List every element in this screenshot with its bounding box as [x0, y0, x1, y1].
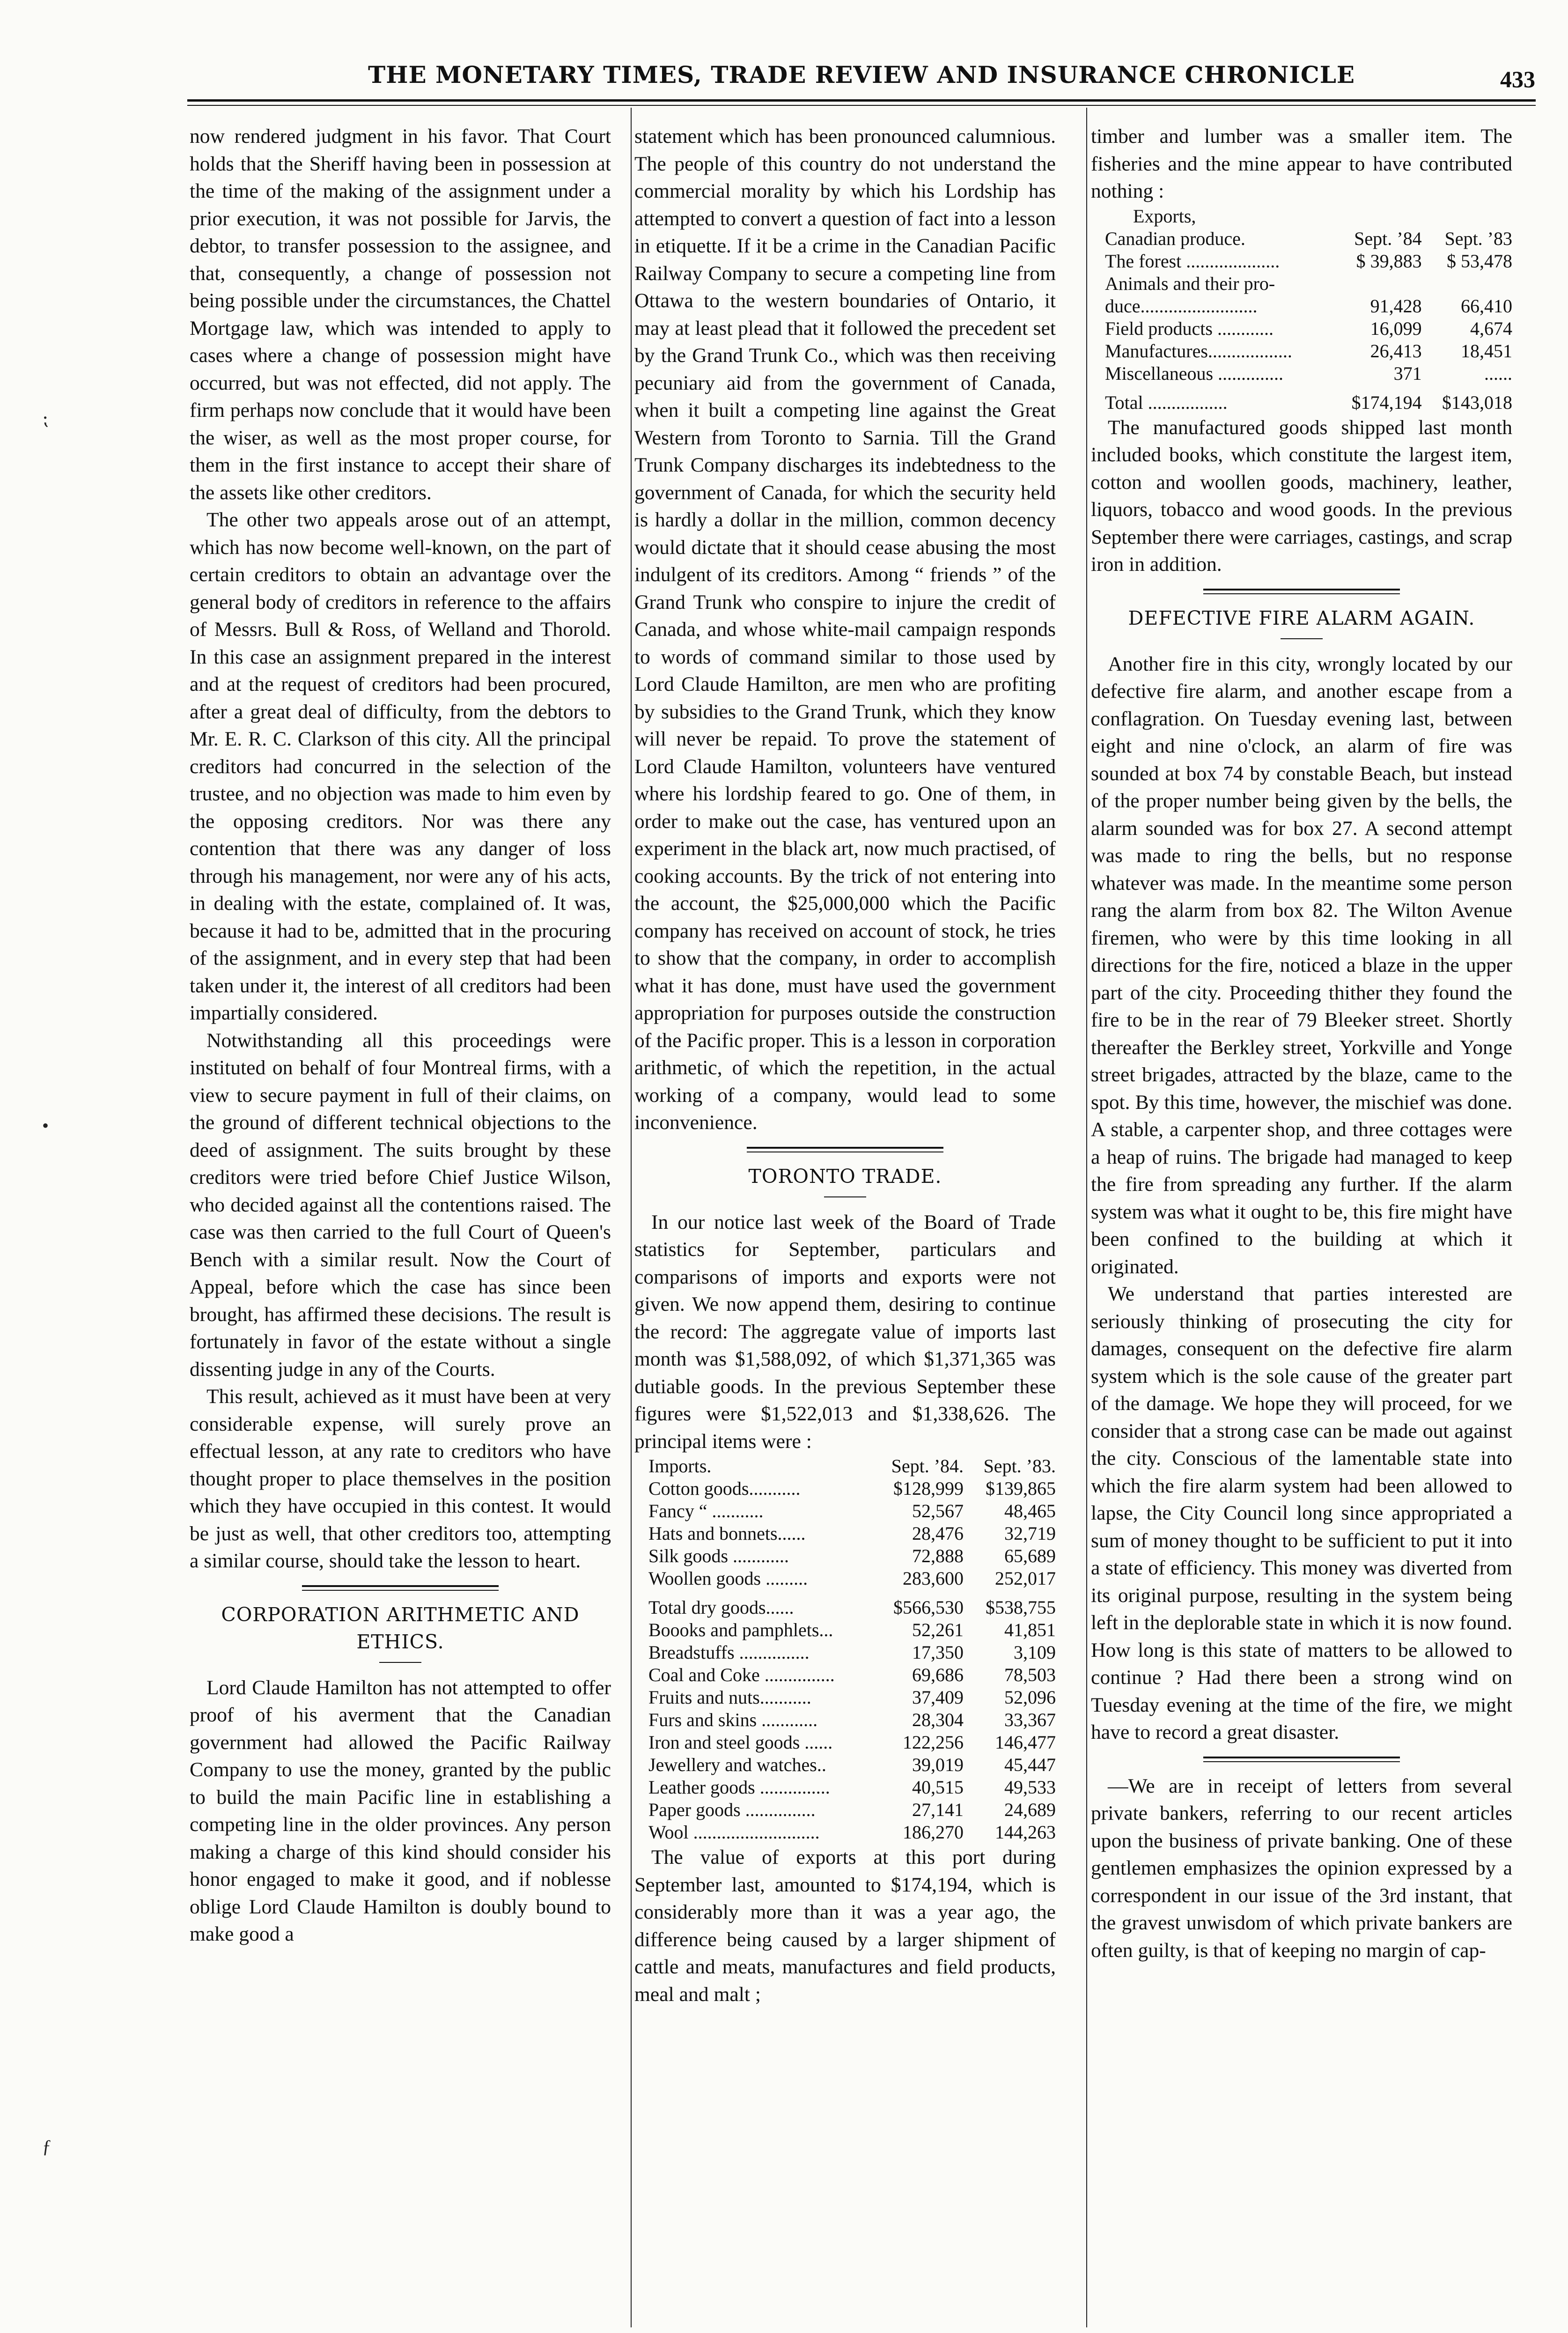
paragraph: The other two appeals arose out of an attempt, which has now become well-known, on the part of certain creditors to obtain an advantage over the general body of creditors in reference to the affairs of Messrs. Bull & Ross, of Welland and Thorold. In this case an assignment prepared in the interest and at the request of creditors had been procured, after a great deal of difficulty, from the debtors to Mr. E. R. C. Clarkson of this city. All the principal creditors had concurred in the selection of the trustee, and no objection was made to him even by the opposing creditors. Nor was there any contention that there was any danger of loss through his management, nor were any of his acts, in dealing with the estate, complained of. It was, because it had to be, admitted that in the procuring of the assignment, and in every step that had been taken under it, the interest of all creditors had been impartially considered.: [190, 509, 611, 1024]
table-cell: Fruits and nuts...........: [648, 1687, 811, 1708]
table-row: [634, 1477, 1056, 1500]
table-label: Imports.: [648, 1455, 712, 1477]
table-cell: Woollen goods .........: [648, 1568, 808, 1589]
table-total-row: [634, 1590, 1056, 1619]
table-cell: $ 53,478: [1447, 250, 1512, 272]
table-cell: The forest ....................: [1105, 250, 1280, 272]
table-cell: 4,674: [1470, 317, 1512, 339]
short-rule: [1281, 638, 1323, 639]
table-cell: 39,019: [912, 1754, 964, 1775]
paragraph: We understand that parties interested are seriously thinking of prosecuting the city for damages, consequent on the defective fire alarm system which is the sole cause of the greater part of the damage. We hope they will proceed, for we consider that a strong case can be made out against the city. Conscious of the lamentable state into which the fire alarm system had been allowed to lapse, the City Council long since appropriated a sum of money thought to be sufficient to put it into a state of efficiency. This money was diverted from its original purpose, resulting in the system being left in the deplorable state in which it is now found. How long is this state of matters to be allowed to continue ? Had there been a strong wind on Tuesday evening at the time of the fire, we might have to record a great disaster.: [1091, 1283, 1512, 1743]
table-cell: 78,503: [1004, 1664, 1056, 1685]
table-cell: Hats and bonnets......: [648, 1523, 806, 1544]
column-header: Sept. ’83.: [983, 1455, 1056, 1477]
table-header-row: [1091, 228, 1512, 250]
table-cell: 186,270: [903, 1822, 964, 1843]
table-header-row: [1091, 205, 1512, 228]
table-cell: 40,515: [912, 1777, 964, 1798]
table-row: [634, 1545, 1056, 1567]
table-cell: Manufactures..................: [1105, 340, 1292, 362]
section-divider: [1203, 589, 1400, 594]
table-row: [634, 1619, 1056, 1641]
column-divider: [631, 108, 632, 2327]
table-cell: $143,018: [1442, 391, 1512, 413]
table-cell: 144,263: [995, 1822, 1056, 1843]
paragraph: In our notice last week of the Board of Trade statistics for September, particulars and comparisons of imports and exports were not given. We now append them, desiring to continue the record: The aggregate value of imports last month was $1,588,092, of which $1,371,365 was dutiable goods. In the previous September these figures were $1,522,013 and $1,338,626. The principal items were :: [634, 1211, 1056, 1453]
table-cell: Coal and Coke ...............: [648, 1664, 835, 1685]
table-row: [634, 1799, 1056, 1821]
table-cell: [1422, 273, 1512, 295]
table-cell: Paper goods ...............: [648, 1799, 816, 1820]
section-divider: [302, 1585, 499, 1591]
table-row: [634, 1664, 1056, 1686]
table-cell: 45,447: [1004, 1754, 1056, 1775]
paragraph: The value of exports at this port during September last, amounted to $174,194, which is considerably more than it was a year ago, the difference being caused by a larger shipment of cattle and meats, manufactures and field products, meal and malt ;: [634, 1846, 1056, 2006]
table-cell: ......: [1484, 362, 1512, 384]
table-row: [634, 1754, 1056, 1776]
table-cell: 33,367: [1004, 1709, 1056, 1730]
column-2: [634, 123, 1056, 2324]
table-row: [634, 1821, 1056, 1844]
table-label: Canadian produce.: [1105, 228, 1245, 249]
section-heading: DEFECTIVE FIRE ALARM AGAIN.: [1128, 606, 1475, 629]
page-number: 433: [1500, 66, 1535, 92]
scan-mark: ƒ: [42, 2136, 52, 2157]
table-cell: duce.........................: [1105, 295, 1258, 317]
table-header-row: [634, 1455, 1056, 1477]
table-row: [1091, 295, 1512, 317]
table-row: [1091, 250, 1512, 273]
table-cell: 252,017: [995, 1568, 1056, 1589]
short-rule: [379, 1662, 421, 1663]
column-header: Sept. ’83: [1444, 228, 1512, 249]
table-cell: 16,099: [1370, 317, 1422, 339]
table-cell: 66,410: [1461, 295, 1512, 317]
column-header: Sept. ’84.: [891, 1455, 964, 1477]
paragraph: timber and lumber was a smaller item. The fisheries and the mine appear to have contributed nothing :: [1091, 125, 1512, 202]
paragraph: Lord Claude Hamilton has not attempted to offer proof of his averment that the Canadian government had allowed the Pacific Railway Company to use the money, granted by the public to build the main Pacific line in establishing a competing line in the older provinces. Any person making a charge of this kind should consider his honor engaged to make it good, and if noblesse oblige Lord Claude Hamilton is doubly bound to make good a: [190, 1676, 611, 1945]
table-cell: 49,533: [1004, 1777, 1056, 1798]
table-cell: 283,600: [903, 1568, 964, 1589]
table-label: Exports,: [1133, 205, 1196, 227]
table-row: [634, 1709, 1056, 1731]
table-cell: 28,304: [912, 1709, 964, 1730]
table-cell: $538,755: [986, 1597, 1056, 1618]
table-cell: 69,686: [912, 1664, 964, 1685]
table-row: [634, 1500, 1056, 1522]
table-cell: Cotton goods...........: [648, 1478, 801, 1499]
table-cell: 72,888: [912, 1545, 964, 1566]
table-cell: Miscellaneous ..............: [1105, 362, 1284, 384]
table-cell: Furs and skins ............: [648, 1709, 818, 1730]
section-divider: [1203, 1757, 1400, 1762]
section-divider: [747, 1147, 943, 1152]
table-cell: 26,413: [1370, 340, 1422, 362]
table-row: [1091, 340, 1512, 362]
table-cell: 37,409: [912, 1687, 964, 1708]
table-cell: 3,109: [1014, 1642, 1056, 1663]
table-cell: $ 39,883: [1356, 250, 1422, 272]
table-cell: 91,428: [1370, 295, 1422, 317]
table-cell: 27,141: [912, 1799, 964, 1820]
table-row: [634, 1776, 1056, 1799]
table-cell: [1331, 273, 1421, 295]
short-rule: [824, 1196, 866, 1197]
column-3: [1091, 123, 1512, 2324]
table-cell: Wool ...........................: [648, 1822, 820, 1843]
table-cell: $566,530: [893, 1597, 964, 1618]
paragraph: The manufactured goods shipped last month included books, which constitute the largest item, cotton and woollen goods, machinery, leather, liquors, tobacco and wood goods. In the previous September there were carriages, castings, and scrap iron in addition.: [1091, 416, 1512, 576]
table-cell: 52,096: [1004, 1687, 1056, 1708]
exports-table: [1091, 205, 1512, 414]
running-header: THE MONETARY TIMES, TRADE REVIEW AND INSURANCE CHRONICLE: [368, 61, 1355, 89]
section-heading: TORONTO TRADE.: [748, 1165, 942, 1188]
section-heading: CORPORATION ARITHMETIC AND ETHICS.: [221, 1603, 580, 1653]
table-row: [634, 1731, 1056, 1754]
table-cell: 18,451: [1461, 340, 1512, 362]
table-row: [634, 1686, 1056, 1709]
table-cell: 28,476: [912, 1523, 964, 1544]
paragraph: This result, achieved as it must have been at very considerable expense, will surely prove an effectual lesson, at any rate to creditors who have thought proper to place themselves in the position which they have occupied in this contest. It would be just as well, that other creditors too, attempting a similar course, should take the lesson to heart.: [190, 1385, 611, 1572]
table-cell: 32,719: [1004, 1523, 1056, 1544]
table-row: [1091, 317, 1512, 340]
table-row: [1091, 362, 1512, 385]
table-total-row: [1091, 385, 1512, 414]
paragraph: statement which has been pronounced calumnious. The people of this country do not understand the commercial morality by which his Lordship has attempted to convert a question of fact into a lesson in etiquette. If it be a crime in the Canadian Pacific Railway Company to secure a competing line from Ottawa to the western boundaries of Ontario, it may at least plead that it followed the precedent set by the Grand Trunk Co., which was then receiving pecuniary aid from the government of Canada, when it built a competing line against the Great Western from Toronto to Sarnia. Till the Grand Trunk Company discharges its indebtedness to the government of Canada, for which the security held is hardly a dollar in the million, common decency would dictate that it should cease abusing the most indulgent of its creditors. Among “ friends ” of the Grand Trunk who conspire to injure the credit of Canada, and whose white-mail campaign responds to words of command similar to those used by Lord Claude Hamilton, are men who are profiting by subsidies to the Grand Trunk, which they know will never be repaid. To prove the statement of Lord Claude Hamilton, volunteers have ventured where his lordship feared to go. One of them, in order to make out the case, has ventured upon an experiment in the black art, now much practised, of cooking accounts. By the trick of not entering into the account, the $25,000,000 which the Pacific company has received on account of stock, he tries to show that the company, in order to accomplish what it has done, must have used the government appropriation for purposes outside the construction of the Pacific proper. This is a lesson in corporation arithmetic, of which the repetition, in the actual working of a company, would lead to some inconvenience.: [634, 125, 1056, 1134]
table-cell: 41,851: [1004, 1619, 1056, 1640]
table-cell: 371: [1393, 362, 1422, 384]
table-cell: $139,865: [986, 1478, 1056, 1499]
table-cell: Total .................: [1105, 391, 1228, 413]
table-cell: 48,465: [1004, 1500, 1056, 1521]
paragraph: Another fire in this city, wrongly located by our defective fire alarm, and another escape from a conflagration. On Tuesday evening last, between eight and nine o'clock, an alarm of fire was sounded at box 74 by constable Beach, but instead of the proper number being given by the bells, the alarm sounded was for box 27. A second attempt was made to ring the bells, but no response whatever was made. In the meantime some person rang the alarm from box 82. The Wilton Avenue firemen, who were by this time looking in all directions for the fire, noticed a blaze in the upper part of the city. Proceeding thither they found the fire to be in the rear of 79 Bleeker street. Shortly thereafter the Berkley street, Yorkville and Yonge street brigades, attracted by the blaze, came to the spot. By this time, however, the mischief was done. A stable, a carpenter shop, and three cottages were a heap of ruins. The brigade had managed to keep the fire from spreading any further. If the alarm system was what it ought to be, this fire might have been confined to the building at which it originated.: [1091, 652, 1512, 1278]
table-row: [634, 1641, 1056, 1664]
table-cell: 52,567: [912, 1500, 964, 1521]
header-rule-thin: [187, 105, 1536, 106]
column-1: [190, 123, 611, 2324]
table-cell: Leather goods ...............: [648, 1777, 830, 1798]
table-cell: 17,350: [912, 1642, 964, 1663]
header-rule: [187, 99, 1536, 102]
table-row: [634, 1522, 1056, 1545]
table-cell: Breadstuffs ...............: [648, 1642, 810, 1663]
paragraph: now rendered judgment in his favor. That Court holds that the Sheriff having been in possession at the time of the making of the assignment under a prior execution, it was not possible for Jarvis, the debtor, to transfer possession to the assignee, and that, consequently, a change of possession not being possible under the circumstances, the Chattel Mortgage law, which was intended to apply to cases where a change of possession might have occurred, but was not effected, did not apply. The firm perhaps now conclude that it would have been the wiser, as well as the most proper course, for them in the first instance to accept their share of the assets like other creditors.: [190, 125, 611, 504]
table-cell: 24,689: [1004, 1799, 1056, 1820]
table-cell: 52,261: [912, 1619, 964, 1640]
scan-mark: •: [42, 1115, 49, 1136]
table-row: [1091, 273, 1512, 295]
paragraph: —We are in receipt of letters from several private bankers, referring to our recent articles upon the business of private banking. One of these gentlemen emphasizes the opinion expressed by a correspondent in our issue of the 3rd instant, that the gravest unwisdom of which private bankers are often guilty, is that of keeping no margin of cap-: [1091, 1774, 1512, 1962]
table-cell: 146,477: [995, 1732, 1056, 1753]
table-cell: 65,689: [1004, 1545, 1056, 1566]
imports-table: [634, 1455, 1056, 1844]
table-cell: Animals and their pro-: [1105, 273, 1275, 294]
table-cell: 122,256: [903, 1732, 964, 1753]
table-row: [634, 1567, 1056, 1590]
table-cell: Silk goods ............: [648, 1545, 789, 1566]
table-cell: Boooks and pamphlets...: [648, 1619, 833, 1640]
table-cell: Field products ............: [1105, 317, 1274, 339]
table-cell: $174,194: [1351, 391, 1422, 413]
table-cell: Iron and steel goods ......: [648, 1732, 833, 1753]
table-cell: Total dry goods......: [648, 1597, 794, 1618]
table-cell: Jewellery and watches..: [648, 1754, 826, 1775]
scan-mark: ⁏: [42, 408, 49, 429]
column-header: Sept. ’84: [1354, 228, 1422, 249]
table-cell: Fancy “ ...........: [648, 1500, 764, 1521]
table-cell: $128,999: [893, 1478, 964, 1499]
column-divider: [1086, 108, 1087, 2327]
paragraph: Notwithstanding all this proceedings were instituted on behalf of four Montreal firms, with a view to secure payment in full of their claims, on the ground of different technical objections to the deed of assignment. The suits brought by these creditors were tried before Chief Justice Wilson, who decided against all the contentions raised. The case was then carried to the full Court of Queen's Bench with a similar result. Now the Court of Appeal, before which the case has since been brought, has affirmed these decisions. The result is fortunately in favor of the estate without a single dissenting judge in any of the Courts.: [190, 1029, 611, 1381]
